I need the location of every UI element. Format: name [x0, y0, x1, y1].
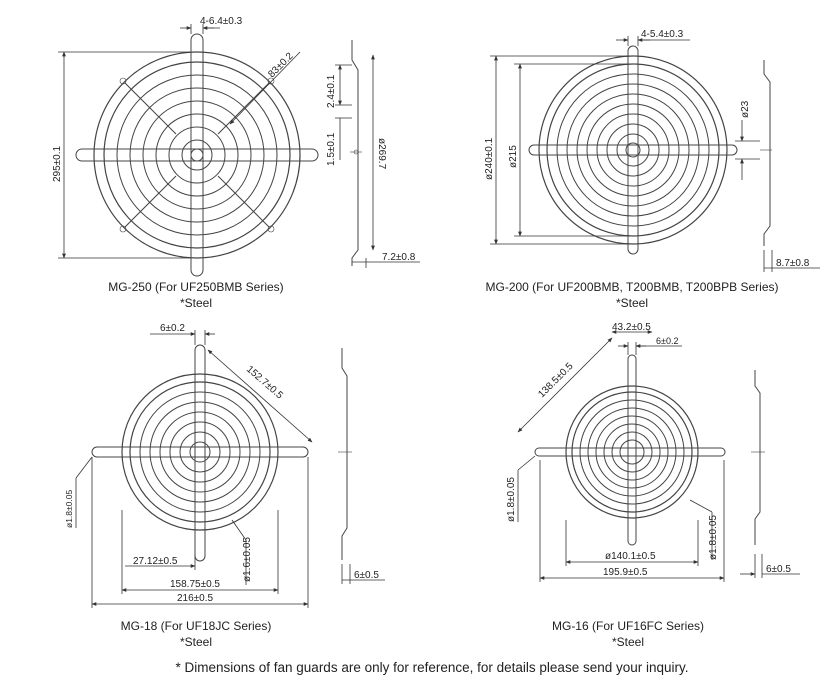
- mg18-drawing: [64, 323, 385, 649]
- mg250-side-b-dim: 1.5±0.1: [326, 132, 337, 166]
- mg18-middle-dim: 158.75±0.5: [170, 579, 220, 590]
- mg18-inner-dim: 27.12±0.5: [133, 556, 178, 567]
- mg200-caption: MG-200 (For UF200BMB, T200BMB, T200BPB Series): [485, 280, 779, 294]
- mg250-height-dim: 295±0.1: [52, 145, 63, 182]
- mg16-wire-b-dim: ø1.8±0.05: [708, 515, 719, 560]
- mg18-material: *Steel: [179, 635, 213, 649]
- mg200-depth-dim: 8.7±0.8: [776, 258, 810, 269]
- mg250-depth-dim: 7.2±0.8: [382, 252, 416, 263]
- mg200-front-view: [529, 46, 737, 254]
- mg16-side-view: [751, 370, 765, 545]
- mg250-drawing: [52, 16, 420, 310]
- mg16-drawing: [506, 322, 800, 649]
- mg250-side-view: [350, 40, 362, 266]
- mg200-drawing: [484, 29, 820, 310]
- mg16-top-dim: 43.2±0.5: [612, 322, 651, 333]
- mg16-overall-dim: 195.9±0.5: [603, 567, 648, 578]
- mg250-caption: MG-250 (For UF250BMB Series): [108, 280, 284, 294]
- mg18-top-dim: 6±0.2: [160, 323, 185, 334]
- mg250-material: *Steel: [179, 296, 213, 310]
- mg18-diag-dim: 152.7±0.5: [244, 363, 285, 402]
- mg18-caption: MG-18 (For UF18JC Series): [120, 619, 272, 633]
- mg250-side-a-dim: 2.4±0.1: [326, 74, 337, 108]
- mg18-depth-dim: 6±0.5: [354, 570, 379, 581]
- footnote: * Dimensions of fan guards are only for reference, for details please send your inquiry.: [175, 660, 689, 675]
- mg18-wire-a-dim: ø1.8±0.05: [64, 489, 74, 528]
- mg200-inner-dim: ø215: [508, 145, 519, 168]
- mg16-depth-dim: 6±0.5: [766, 564, 791, 575]
- mg16-caption: MG-16 (For UF16FC Series): [551, 619, 705, 633]
- mg200-material: *Steel: [615, 296, 649, 310]
- mg16-diag-dim: 138.5±0.5: [536, 360, 576, 401]
- mg250-diag-dim: 83±0.2: [266, 50, 296, 81]
- mg250-top-dim: 4-6.4±0.3: [200, 16, 243, 27]
- mg18-front-view: [92, 345, 308, 561]
- mg200-top-dim: 4-5.4±0.3: [641, 29, 684, 40]
- mg18-overall-dim: 216±0.5: [177, 593, 214, 604]
- mg200-outer-dim: ø240±0.1: [484, 137, 495, 180]
- mg16-diameter-dim: ø140.1±0.5: [605, 551, 656, 562]
- mg16-wire-a-dim: ø1.8±0.05: [506, 477, 517, 522]
- mg200-center-dim: ø23: [740, 100, 751, 118]
- mg16-front-view: [535, 355, 725, 545]
- mg18-side-view: [338, 348, 352, 560]
- mg250-diameter-dim: ø269.7: [376, 138, 387, 170]
- mg16-material: *Steel: [611, 635, 645, 649]
- mg18-wire-b-dim: ø1.6±0.05: [242, 537, 253, 582]
- mg16-slot-dim: 6±0.2: [656, 336, 679, 346]
- mg200-side-view: [760, 60, 772, 246]
